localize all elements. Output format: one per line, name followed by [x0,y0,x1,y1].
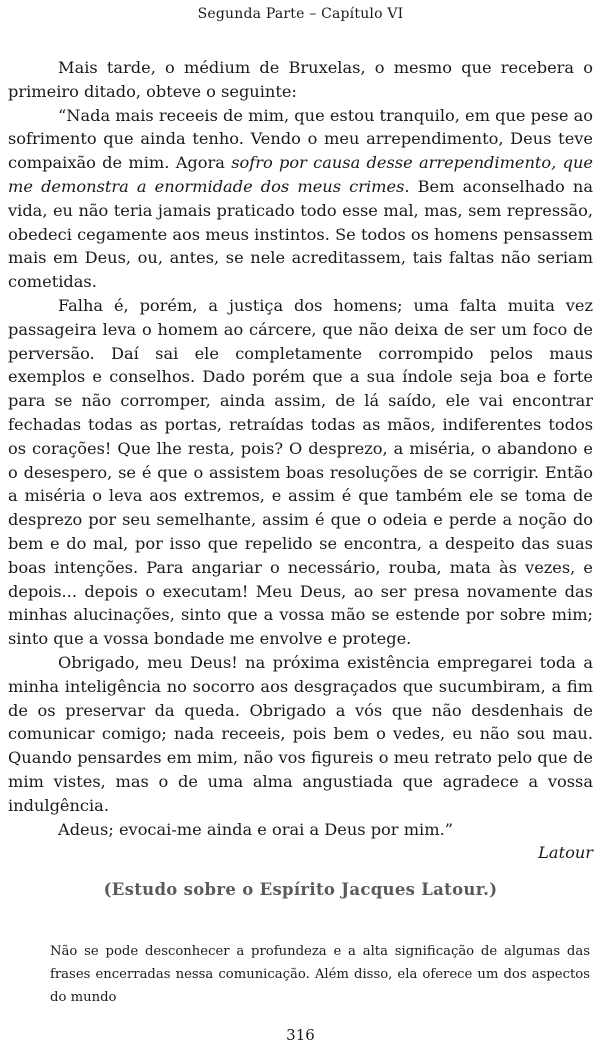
paragraph-message-start [8,104,593,294]
paragraph-justice: Falha é, porém, a justiça dos homens; uma falta muita vez passageira leva o homem ao cárcere, que não deixa de ser um foco de perversão. Daí sai ele completamente corrompido pelos maus exemplos e conselhos. Dado porém que a sua índole seja boa e forte para se não corromper, ainda assim, de lá saído, ele vai encontrar fechadas todas as portas, retraídas todas as mãos, indiferentes todos os corações! Que lhe resta, pois? O desprezo, a miséria, o abandono e o desespero, se é que o assistem boas resoluções de se corrigir. Então a miséria o leva aos extremos, e assim é que também ele se toma de desprezo por seu semelhante, assim é que o odeia e perde a noção do bem e do mal, por isso que repelido se encontra, a despeito das suas boas intenções. Para angariar o necessário, rouba, mata às vezes, e depois... depois o executam! Meu Deus, ao ser presa novamente das minhas alucinações, sinto que a vossa mão se estende por sobre mim; sinto que a vossa bondade me envolve e protege. [8,295,593,649]
message-text-b: . Bem aconselhado na vida, eu não teria jamais praticado todo esse mal, mas, sem repressão, obedeci cegamente aos meus instintos. Se todos os homens pensassem mais em Deus, ou, antes, se nele acreditassem, tais faltas não seriam cometidas. [8,176,593,292]
page-number: 316 [286,1026,315,1044]
paragraph-gratitude: Obrigado, meu Deus! na próxima existência empregarei toda a minha inteligência no socorro aos desgraçados que sucumbiram, a fim de os preservar da queda. Obrigado a vós que não desdenhais de comunicar comigo; nada receeis, pois bem o vedes, eu não sou mau. Quando pensardes em mim, não vos figureis o meu retrato pelo que de mim vistes, mas o de uma alma angustiada que agradece a vossa indulgência. [8,652,593,815]
signature: Latour [538,843,593,863]
main-text [8,56,593,865]
commentary-paragraph: Não se pode desconhecer a profundeza e a alta significação de algumas das frases encerradas nessa comunicação. Além disso, ela oferece um dos aspectos do mundo [50,944,590,1005]
message-text-a: “Nada mais receeis de mim, que estou tranquilo, em que pese ao sofrimento que ainda tenho. Vendo o meu arrependimento, Deus teve compaixão de mim. Agora [8,105,593,173]
commentary-text [50,940,590,1009]
paragraph-farewell: Adeus; evocai-me ainda e orai a Deus por mim.” [58,819,453,839]
message-emphasis: sofro por causa desse arrependimento, que me demonstra a enormidade dos meus crimes [8,153,593,196]
paragraph-intro: Mais tarde, o médium de Bruxelas, o mesmo que recebera o primeiro ditado, obteve o seguinte: [8,58,593,101]
running-header: Segunda Parte – Capítulo VI [197,6,404,22]
section-title: (Estudo sobre o Espírito Jacques Latour.) [103,880,498,899]
